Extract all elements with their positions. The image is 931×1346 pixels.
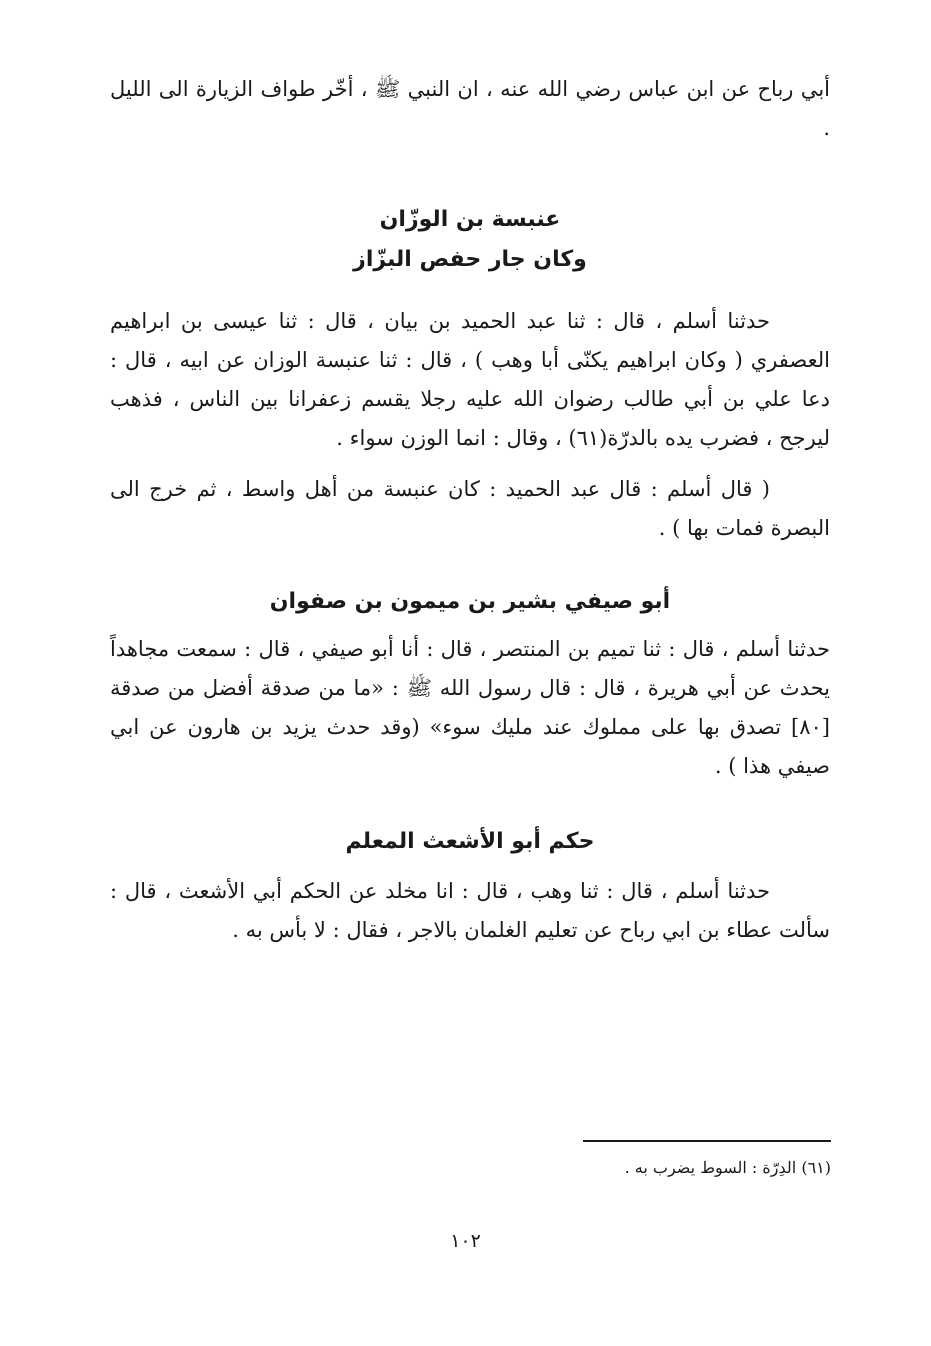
page-body	[110, 70, 830, 950]
section-title-abu-sayfi: أبو صيفي بشير بن ميمون بن صفوان	[269, 589, 671, 614]
anbasa-note-paragraph: ( قال أسلم : قال عبد الحميد : كان عنبسة من أهل واسط ، ثم خرج الى البصرة فمات بها ) .	[110, 477, 830, 540]
anbasa-narration-paragraph: حدثنا أسلم ، قال : ثنا عبد الحميد بن بيان ، قال : ثنا عيسى بن ابراهيم العصفري ( وكان ابراهيم يكنّى أبا وهب ) ، قال : ثنا عنبسة الوزان عن ابيه ، قال : دعا علي بن أبي طالب رضوان الله عليه رجلا يقسم زعفرانا بين الناس ، فذهب ليرجح ، فضرب يده بالدرّة(٦١) ، وقال : انما الوزن سواء .	[110, 309, 830, 450]
section-subtitle-anbasa: وكان جار حفص البزّاز	[353, 247, 587, 272]
abu-sayfi-narration-paragraph: حدثنا أسلم ، قال : ثنا تميم بن المنتصر ، قال : أنا أبو صيفي ، قال : سمعت مجاهداً يحدث عن أبي هريرة ، قال : قال رسول الله ﷺ : «ما من صدقة أفضل من صدقة [٨٠] تصدق بها على مملوك عند مليك سوء» (وقد حدث يزيد بن هارون عن ابي صيفي هذا ) .	[110, 637, 830, 778]
section-title-hakam: حكم أبو الأشعث المعلم	[345, 829, 595, 854]
intro-paragraph: أبي رباح عن ابن عباس رضي الله عنه ، ان النبي ﷺ ، أخّر طواف الزيارة الى الليل .	[110, 77, 830, 140]
section-title-anbasa: عنبسة بن الوزّان	[379, 207, 561, 232]
footnote-divider	[583, 1140, 831, 1142]
footnote: (٦١) الدِرّة : السوط يضرب به .	[624, 1158, 831, 1177]
hakam-narration-paragraph: حدثنا أسلم ، قال : ثنا وهب ، قال : انا مخلد عن الحكم أبي الأشعث ، قال : سألت عطاء بن ابي رباح عن تعليم الغلمان بالاجر ، فقال : لا بأس به .	[110, 879, 830, 942]
page-number: ١٠٢	[450, 1230, 481, 1252]
